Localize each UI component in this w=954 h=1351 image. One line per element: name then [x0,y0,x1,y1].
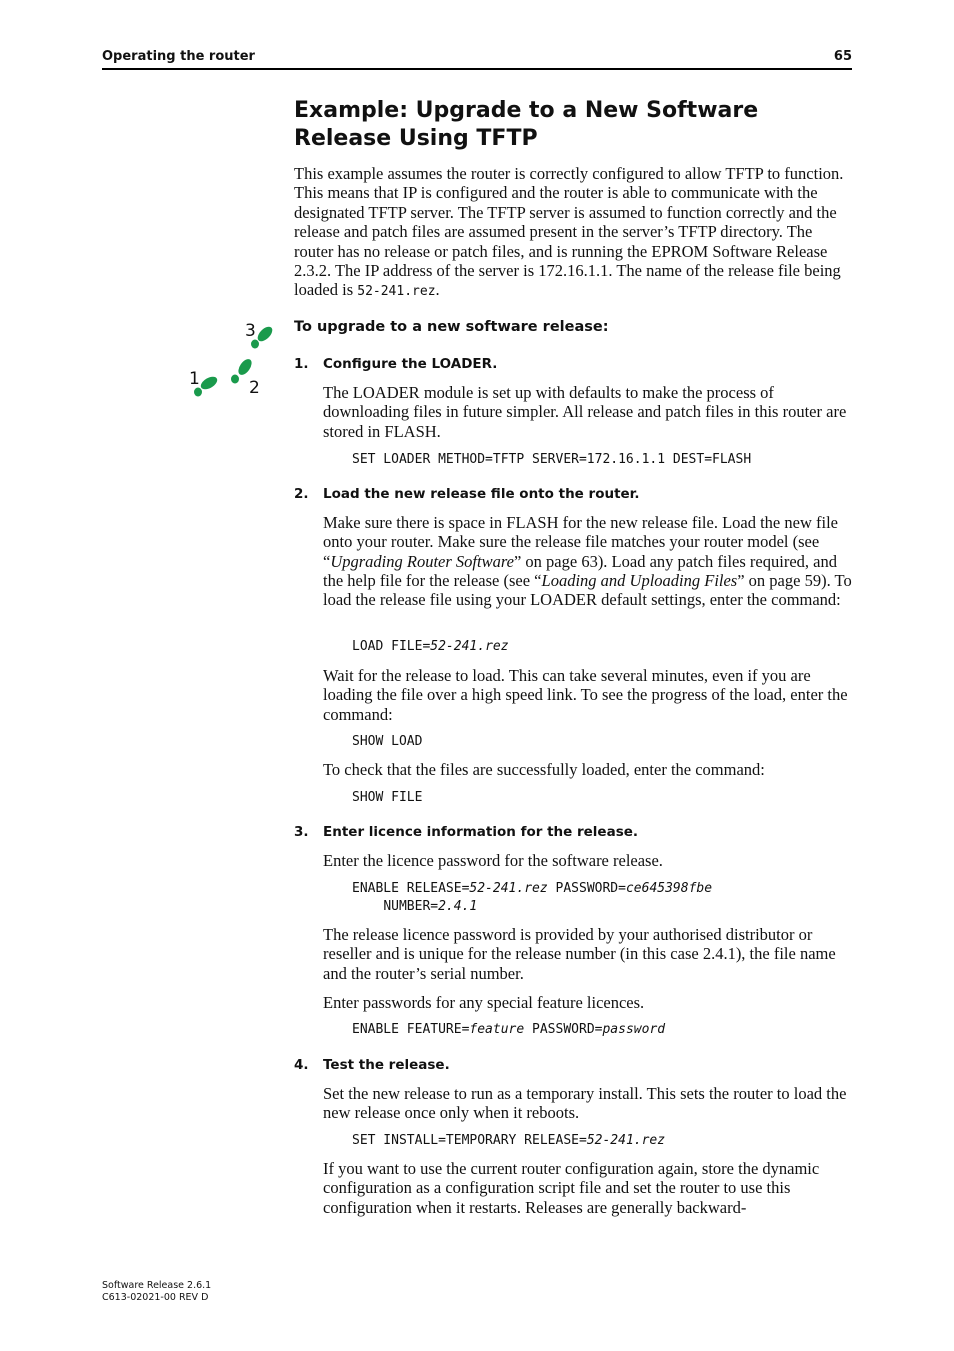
step-2-command-load: LOAD FILE=52-241.rez [352,639,509,654]
intro-paragraph: This example assumes the router is correctly configured to allow TFTP to function. This means that IP is configured and the router is able to communicate with the designated TFTP server. The TFTP server is assumed to function correctly and the release and patch files are assumed present in the server’s TFTP directory. The router has no release or patch files, and is running the EPROM Software Release 2.3.2. The IP address of the server is 172.16.1.1. The name of the release file being loaded is 52-241.rez. [294,164,844,300]
ref-upgrading-router-software: Upgrading Router Software [330,551,514,571]
ref-loading-uploading-files: Loading and Uploading Files [541,570,738,590]
page-footer [102,1280,211,1303]
step-label-1: 1 [189,369,200,389]
page-number: 65 [833,49,852,64]
step-1-command: SET LOADER METHOD=TFTP SERVER=172.16.1.1 DEST=FLASH [352,452,752,467]
page-header [102,48,852,70]
step-4-command-set-install: SET INSTALL=TEMPORARY RELEASE=52-241.rez [352,1133,666,1148]
step-3-paragraph-3: Enter passwords for any special feature licences. [323,993,645,1012]
step-1-heading: 1. Configure the LOADER. [294,356,498,372]
step-2-paragraph-3: To check that the files are successfully loaded, enter the command: [323,760,765,779]
footer-doc-id: C613-02021-00 REV D [102,1291,209,1303]
step-4-paragraph-2: If you want to use the current router configuration again, store the dynamic configuration as a configuration script file and set the router to use this configuration when it restarts. Releases are generally backward- [323,1159,820,1217]
step-1-paragraph: The LOADER module is set up with defaults to make the process of downloading files in future simpler. All release and patch files in this router are stored in FLASH. [323,383,847,441]
step-2-command-show-load: SHOW LOAD [352,734,423,749]
intro-filename: 52-241.rez [357,284,436,300]
step-label-3: 3 [245,321,256,341]
step-label-2: 2 [249,378,260,398]
step-2-paragraph-1: Make sure there is space in FLASH for the new release file. Load the new file onto your router. Make sure the release file matches your router model (see “Upgrading Router Software” on page 63). Load any patch files required, and the help file for the release (see “Loading and Uploading Files” on page 59). To load the release file using your LOADER default settings, enter the command: [323,513,852,610]
step-4-paragraph-1: Set the new release to run as a temporary install. This sets the router to load the new release once only when it reboots. [323,1084,847,1123]
footsteps-icon [186,316,276,406]
step-3-heading: 3. Enter licence information for the release. [294,824,639,840]
section-title: Operating the router [102,49,255,64]
step-2-paragraph-2: Wait for the release to load. This can take several minutes, even if you are loading the file over a high speed link. To see the progress of the load, enter the command: [323,666,848,724]
step-3-command-enable-feature: ENABLE FEATURE=feature PASSWORD=password [352,1022,666,1037]
step-3-paragraph-1: Enter the licence password for the software release. [323,851,663,870]
footer-release: Software Release 2.6.1 [102,1280,212,1291]
step-4-heading: 4. Test the release. [294,1057,450,1073]
procedure-heading: To upgrade to a new software release: [294,319,609,335]
step-2-heading: 2. Load the new release file onto the router. [294,486,640,502]
step-3-command-enable-release: ENABLE RELEASE=52-241.rez PASSWORD=ce645398fbe NUMBER=2.4.1 [352,881,713,914]
page-title: Example: Upgrade to a New Software Release Using TFTP [294,98,759,151]
step-3-paragraph-2: The release licence password is provided by your authorised distributor or reseller and is unique for the release number (in this case 2.4.1), the file name and the router’s serial number. [323,925,836,983]
step-2-command-show-file: SHOW FILE [352,790,423,805]
